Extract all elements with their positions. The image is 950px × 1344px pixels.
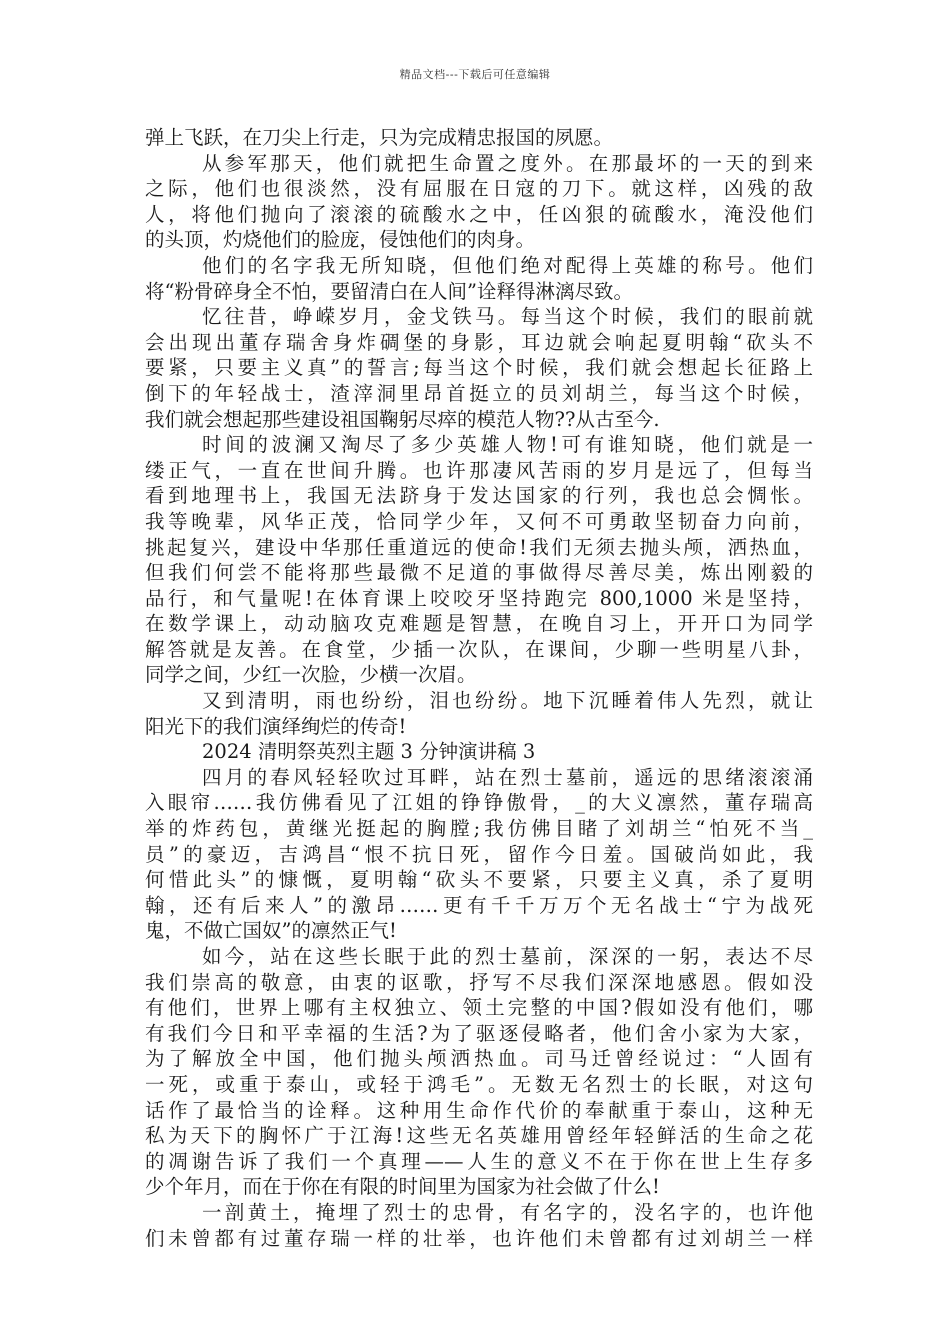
text-line: 为了解放全中国，他们抛头颅洒热血。司马迁曾经说过：“人固有 — [145, 1047, 813, 1071]
text-line: 会出现出董存瑞舍身炸碉堡的身影，耳边就会响起夏明翰“砍头不 — [145, 330, 813, 354]
text-line: 他们的名字我无所知晓，但他们绝对配得上英雄的称号。他们 — [202, 253, 813, 277]
text-line: 时间的波澜又淘尽了多少英雄人物!可有谁知晓，他们就是一 — [202, 433, 813, 457]
text-line: 我们就会想起那些建设祖国鞠躬尽瘁的模范人物??从古至今. — [145, 407, 660, 431]
text-line: 有他们，世界上哪有主权独立、领土完整的中国?假如没有他们，哪 — [145, 996, 813, 1020]
text-line: 解答就是友善。在食堂，少插一次队，在课间，少聊一些明星八卦， — [145, 637, 813, 661]
text-line: 挑起复兴，建设中华那任重道远的使命!我们无须去抛头颅，洒热血， — [145, 535, 813, 559]
text-line: 鬼，不做亡国奴”的凛然正气! — [145, 919, 397, 943]
text-line: 缕正气，一直在世间升腾。也许那凄风苦雨的岁月是远了，但每当 — [145, 458, 813, 482]
text-line: 员”的豪迈，吉鸿昌“恨不抗日死，留作今日羞。国破尚如此，我 — [145, 842, 813, 866]
document-body — [145, 125, 813, 1251]
text-line: 们未曾都有过董存瑞一样的壮举，也许他们未曾都有过刘胡兰一样 — [145, 1226, 813, 1250]
text-line: 品行，和气量呢!在体育课上咬咬牙坚持跑完 800,1000 米是坚持， — [145, 586, 813, 610]
text-line: 我等晚辈，风华正茂，恰同学少年，又何不可勇敢坚韧奋力向前， — [145, 509, 813, 533]
text-line: 的凋谢告诉了我们一个真理——人生的意义不在于你在世上生存多 — [145, 1149, 813, 1173]
text-line: 在数学课上，动动脑攻克难题是智慧，在晚自习上，开开口为同学 — [145, 612, 813, 636]
text-line: 入眼帘……我仿佛看见了江姐的铮铮傲骨，_的大义凛然，董存瑞高 — [145, 791, 813, 815]
text-line: 2024 清明祭英烈主题 3 分钟演讲稿 3 — [202, 740, 536, 764]
text-line: 阳光下的我们演绎绚烂的传奇! — [145, 714, 407, 738]
text-line: 四月的春风轻轻吹过耳畔，站在烈士墓前，遥远的思绪滚滚涌 — [202, 765, 813, 789]
text-line: 但我们何尝不能将那些最微不足道的事做得尽善尽美，炼出刚毅的 — [145, 561, 813, 585]
text-line: 忆往昔，峥嵘岁月，金戈铁马。每当这个时候，我们的眼前就 — [202, 305, 813, 329]
text-line: 将“粉骨碎身全不怕，要留清白在人间”诠释得淋漓尽致。 — [145, 279, 633, 303]
text-line: 少个年月，而在于你在有限的时间里为国家为社会做了什么! — [145, 1175, 660, 1199]
text-line: 同学之间，少红一次脸，少横一次眉。 — [145, 663, 477, 687]
text-line: 何惜此头”的慷慨，夏明翰“砍头不要紧，只要主义真，杀了夏明 — [145, 868, 813, 892]
text-line: 有我们今日和平幸福的生活?为了驱逐侵略者，他们舍小家为大家， — [145, 1021, 813, 1045]
text-line: 之际，他们也很淡然，没有屈服在日寇的刀下。就这样，凶残的敌 — [145, 177, 813, 201]
text-line: 如今，站在这些长眠于此的烈士墓前，深深的一躬，表达不尽 — [202, 945, 813, 968]
text-line: 一死，或重于泰山，或轻于鸿毛”。无数无名烈士的长眠，对这句 — [145, 1072, 813, 1096]
text-line: 一剖黄土，掩埋了烈士的忠骨，有名字的，没名字的，也许他 — [202, 1200, 813, 1224]
text-line: 人，将他们抛向了滚滚的硫酸水之中，任凶狠的硫酸水，淹没他们 — [145, 202, 813, 226]
text-line: 我们崇高的敬意，由衷的讴歌，抒写不尽我们深深地感恩。假如没 — [145, 970, 813, 994]
text-line: 又到清明，雨也纷纷，泪也纷纷。地下沉睡着伟人先烈，就让 — [202, 689, 813, 713]
text-line: 私为天下的胸怀广于江海!这些无名英雄用曾经年轻鲜活的生命之花 — [145, 1124, 813, 1148]
text-line: 翰，还有后来人”的激昂……更有千千万万个无名战士“宁为战死 — [145, 893, 813, 917]
text-line: 要紧，只要主义真”的誓言;每当这个时候，我们就会想起长征路上 — [145, 356, 813, 380]
text-line: 从参军那天，他们就把生命置之度外。在那最坏的一天的到来 — [202, 151, 813, 175]
text-line: 的头顶，灼烧他们的脸庞，侵蚀他们的肉身。 — [145, 228, 536, 252]
text-line: 看到地理书上，我国无法跻身于发达国家的行列，我也总会惆怅。 — [145, 484, 813, 508]
text-line: 举的炸药包，黄继光挺起的胸膛;我仿佛目睹了刘胡兰“怕死不当_ — [145, 817, 813, 841]
text-line: 倒下的年轻战士，渣滓洞里昂首挺立的员刘胡兰，每当这个时候， — [145, 381, 813, 405]
text-line: 弹上飞跃，在刀尖上行走，只为完成精忠报国的夙愿。 — [145, 126, 614, 149]
text-line: 话作了最恰当的诠释。这种用生命作代价的奉献重于泰山，这种无 — [145, 1098, 813, 1122]
page-header: 精品文档---下载后可任意编辑 — [399, 68, 551, 81]
